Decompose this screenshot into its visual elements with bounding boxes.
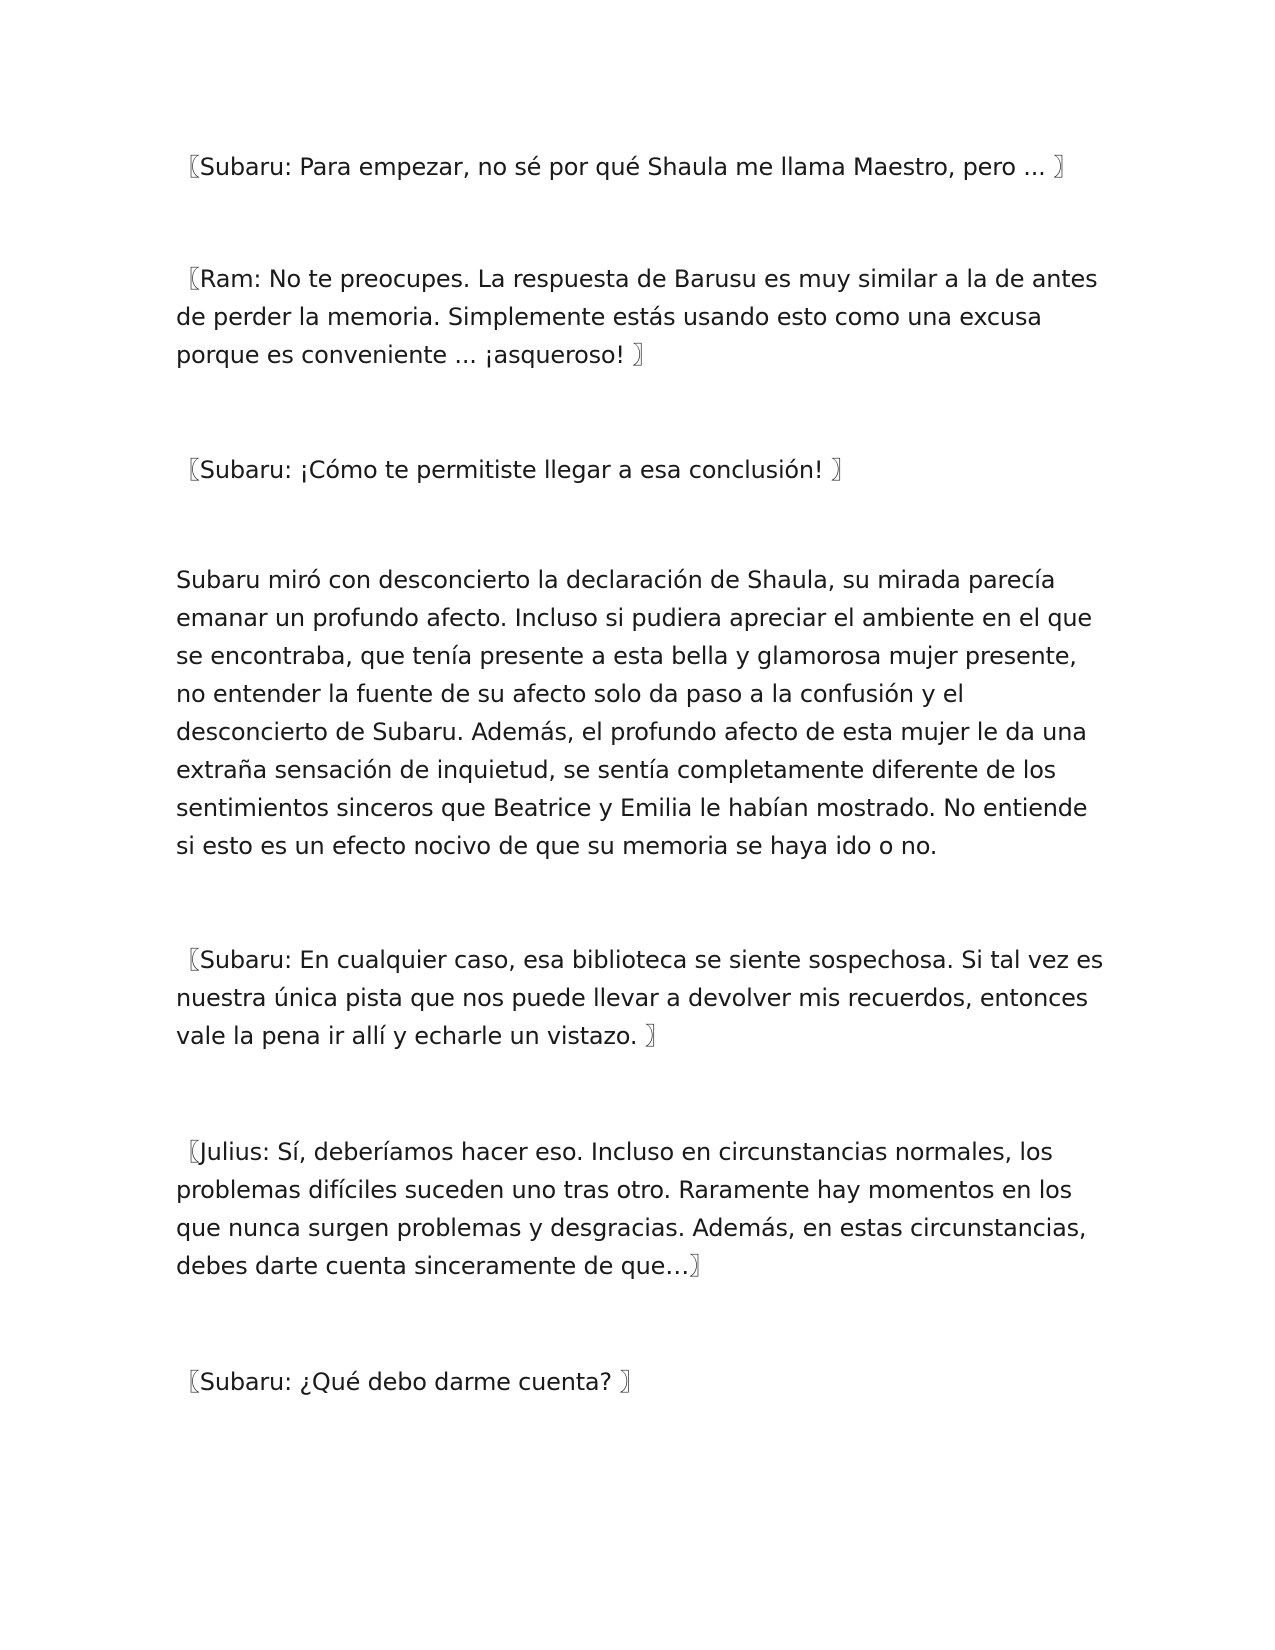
narration-paragraph: Subaru miró con desconcierto la declaración de Shaula, su mirada parecía emanar un profundo afecto. Incluso si pudiera apreciar el ambiente en el que se encontraba, que tenía presente a esta bella y glamorosa mujer presente, no entender la fuente de su afecto solo da paso a la confusión y el desconcierto de Subaru. Además, el profundo afecto de esta mujer le da una extraña sensación de inquietud, se sentía completamente diferente de los sentimientos sinceros que Beatrice y Emilia le habían mostrado. No entiende si esto es un efecto nocivo de que su memoria se haya ido o no. <box>176 566 1092 860</box>
dialogue-subaru-1: 〖Subaru: Para empezar, no sé por qué Shaula me llama Maestro, pero ... 〗 <box>176 153 1077 181</box>
dialogue-subaru-2: 〖Subaru: ¡Cómo te permitiste llegar a esa conclusión! 〗 <box>176 456 855 484</box>
dialogue-ram: 〖Ram: No te preocupes. La respuesta de Barusu es muy similar a la de antes de perder la memoria. Simplemente estás usando esto como una excusa porque es conveniente ... ¡asqueroso! 〗 <box>176 265 1098 369</box>
dialogue-julius: 〖Julius: Sí, deberíamos hacer eso. Incluso en circunstancias normales, los problemas difíciles suceden uno tras otro. Raramente hay momentos en los que nunca surgen problemas y desgracias. Además, en estas circunstancias, debes darte cuenta sinceramente de que…〗 <box>176 1138 1087 1280</box>
dialogue-subaru-4: 〖Subaru: ¿Qué debo darme cuenta? 〗 <box>176 1368 644 1396</box>
dialogue-subaru-3: 〖Subaru: En cualquier caso, esa biblioteca se siente sospechosa. Si tal vez es nuestra única pista que nos puede llevar a devolver mis recuerdos, entonces vale la pena ir allí y echarle un vistazo. 〗 <box>176 946 1104 1050</box>
